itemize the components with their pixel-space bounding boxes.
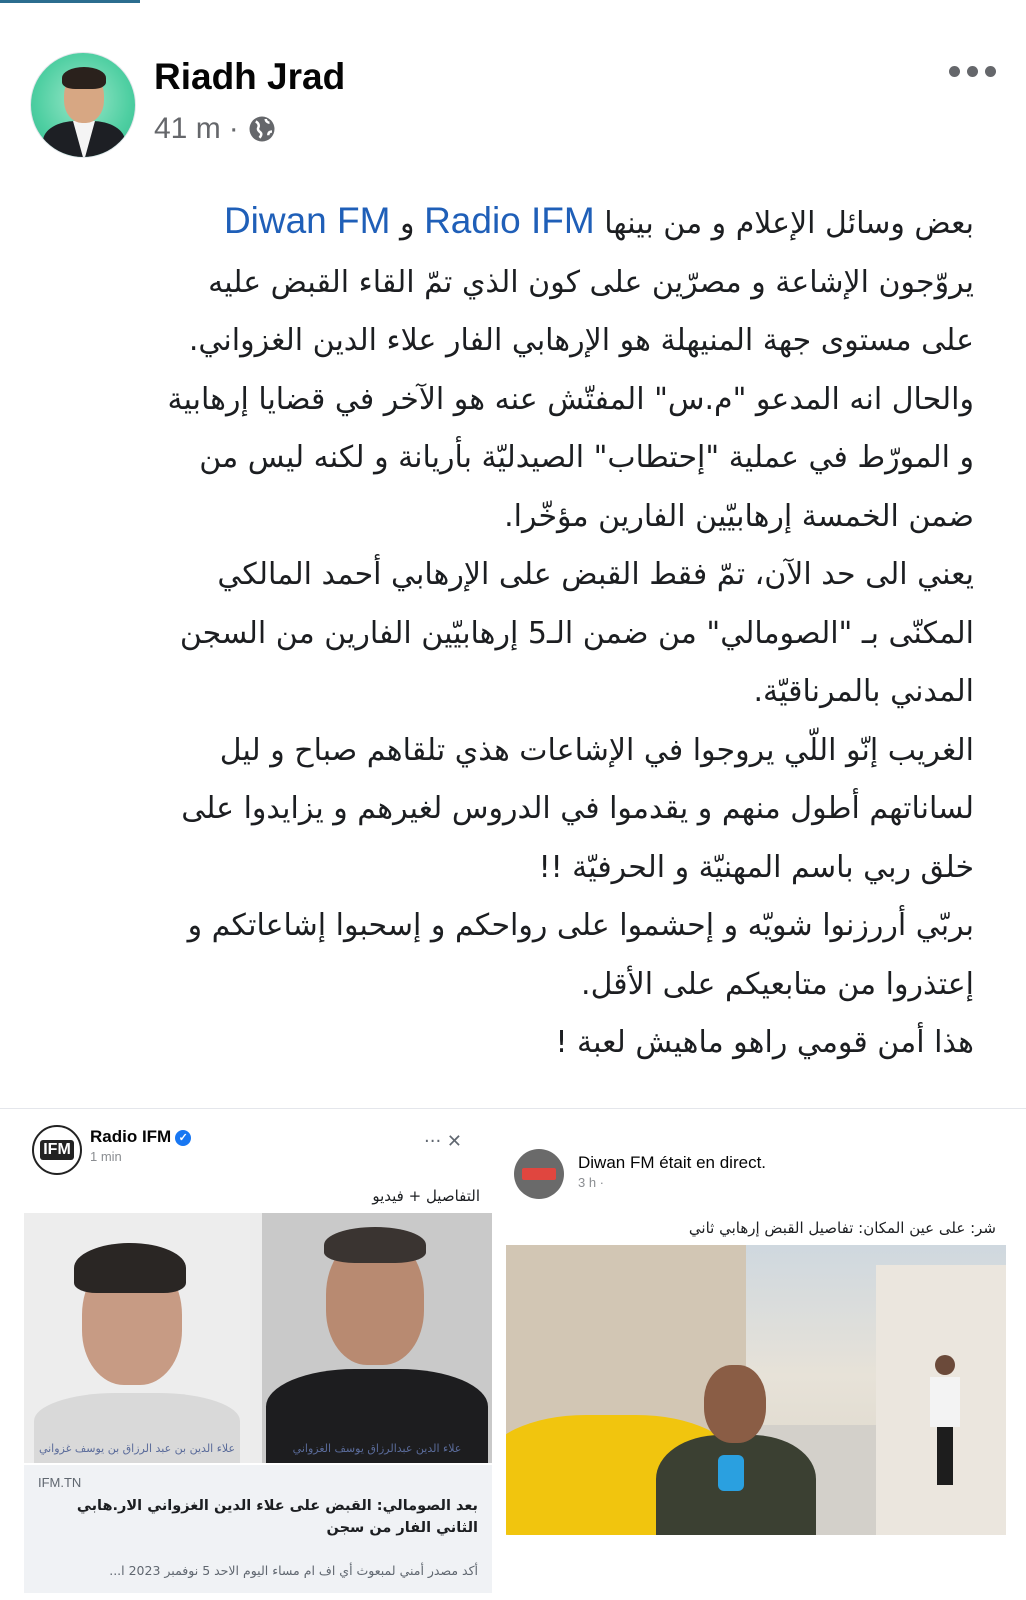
- verified-badge-icon: ✓: [175, 1130, 191, 1146]
- pedestrian: [930, 1355, 960, 1485]
- post-line: يعني الى حد الآن، تمّ فقط القبض على الإرهابي أحمد المالكي: [217, 557, 974, 592]
- post-line: المكنّى بـ "الصومالي" من ضمن الـ5 إرهابيّين الفارين من السجن: [179, 615, 974, 651]
- mugshot-right: [262, 1213, 492, 1463]
- post-line: ضمن الخمسة إرهابيّين الفارين مؤخّرا.: [504, 498, 974, 534]
- microphone-icon: [718, 1455, 744, 1491]
- radio-ifm-screenshot: [18, 1109, 496, 1600]
- mugshot-left-label: علاء الدين بن عبد الرزاق بن يوسف غزواني: [38, 1442, 236, 1455]
- meta-separator: ·: [228, 112, 239, 145]
- live-video-frame: [506, 1245, 1006, 1535]
- author-avatar[interactable]: [30, 52, 136, 158]
- radio-ifm-logo: IFM: [32, 1125, 82, 1175]
- reporter: [656, 1365, 816, 1535]
- mugshot-left: [24, 1213, 250, 1463]
- post-line: و المورّط في عملية "إحتطاب" الصيدليّة بأريانة و لكنه ليس من: [199, 440, 974, 475]
- avatar-hair: [62, 67, 106, 89]
- diwan-fm-link[interactable]: Diwan FM: [223, 200, 391, 241]
- post-body: [40, 192, 974, 1073]
- post-line: على مستوى جهة المنيهلة هو الإرهابي الفار علاء الدين الغزواني.: [188, 323, 974, 358]
- radio-ifm-link[interactable]: Radio IFM: [424, 200, 595, 241]
- post-line: الغريب إنّو اللّي يروجوا في الإشاعات هذي تلقاهم صباح و ليل: [219, 732, 974, 768]
- post-line: بربّي أررزنوا شويّه و إحشموا على رواحكم و إسحبوا إشاعاتكم و: [187, 908, 974, 943]
- link-domain: IFM.TN: [38, 1475, 82, 1490]
- post-line: لساناتهم أطول منهم و يقدموا في الدروس لغيرهم و يزايدوا على: [181, 791, 974, 826]
- author-name[interactable]: Riadh Jrad: [154, 56, 346, 97]
- post-header: [30, 52, 996, 162]
- link-description: أكد مصدر أمني لمبعوث أي اف ام مساء اليوم الاحد 5 نوفمبر 2023 ا...: [109, 1563, 478, 1578]
- post-line: يروّجون الإشاعة و مصرّين على كون الذي تمّ القاء القبض عليه: [208, 264, 974, 300]
- post-line: بعض وسائل الإعلام و من بينها Radio IFM و Diwan FM: [223, 200, 974, 241]
- card-time: 3 h ·: [578, 1175, 605, 1190]
- more-options-icon[interactable]: [936, 66, 996, 82]
- diwan-fm-screenshot: [502, 1109, 1008, 1600]
- link-preview: [24, 1465, 492, 1593]
- globe-icon[interactable]: [247, 114, 277, 144]
- card-time: 1 min: [90, 1149, 122, 1164]
- post-line: والحال انه المدعو "م.س" المفتّش عنه هو الآخر في قضايا إرهابية: [167, 381, 974, 417]
- post-line: خلق ربي باسم المهنيّة و الحرفيّة !!: [538, 849, 974, 885]
- post-line: إعتذروا من متابعيكم على الأقل.: [581, 966, 974, 1002]
- diwan-fm-logo: [514, 1149, 564, 1199]
- post-time[interactable]: 41 m: [154, 112, 221, 145]
- mugshots-image: [24, 1213, 492, 1463]
- card-page-name: Diwan FM était en direct.: [578, 1153, 767, 1172]
- post-line: هذا أمن قومي راهو ماهيش لعبة !: [555, 1025, 974, 1060]
- card-caption: شر: على عين المكان: تفاصيل القبض إرهابي ثاني: [688, 1219, 996, 1237]
- card-caption: التفاصيل + فيديو: [372, 1187, 480, 1205]
- card-page-name: Radio IFM ✓: [90, 1127, 191, 1147]
- post-meta: [154, 112, 277, 146]
- link-title: بعد الصومالي: القبض على علاء الدين الغزواني الار.هابي الثاني الفار من سجن: [76, 1498, 478, 1536]
- post-image[interactable]: [0, 1108, 1026, 1600]
- mugshot-right-label: علاء الدين عبدالرزاق يوسف الغزواني: [292, 1442, 462, 1455]
- post-line: المدني بالمرناقيّة.: [753, 674, 974, 709]
- top-accent-bar: [0, 0, 140, 3]
- card-actions-icons: ··· ✕: [424, 1131, 462, 1152]
